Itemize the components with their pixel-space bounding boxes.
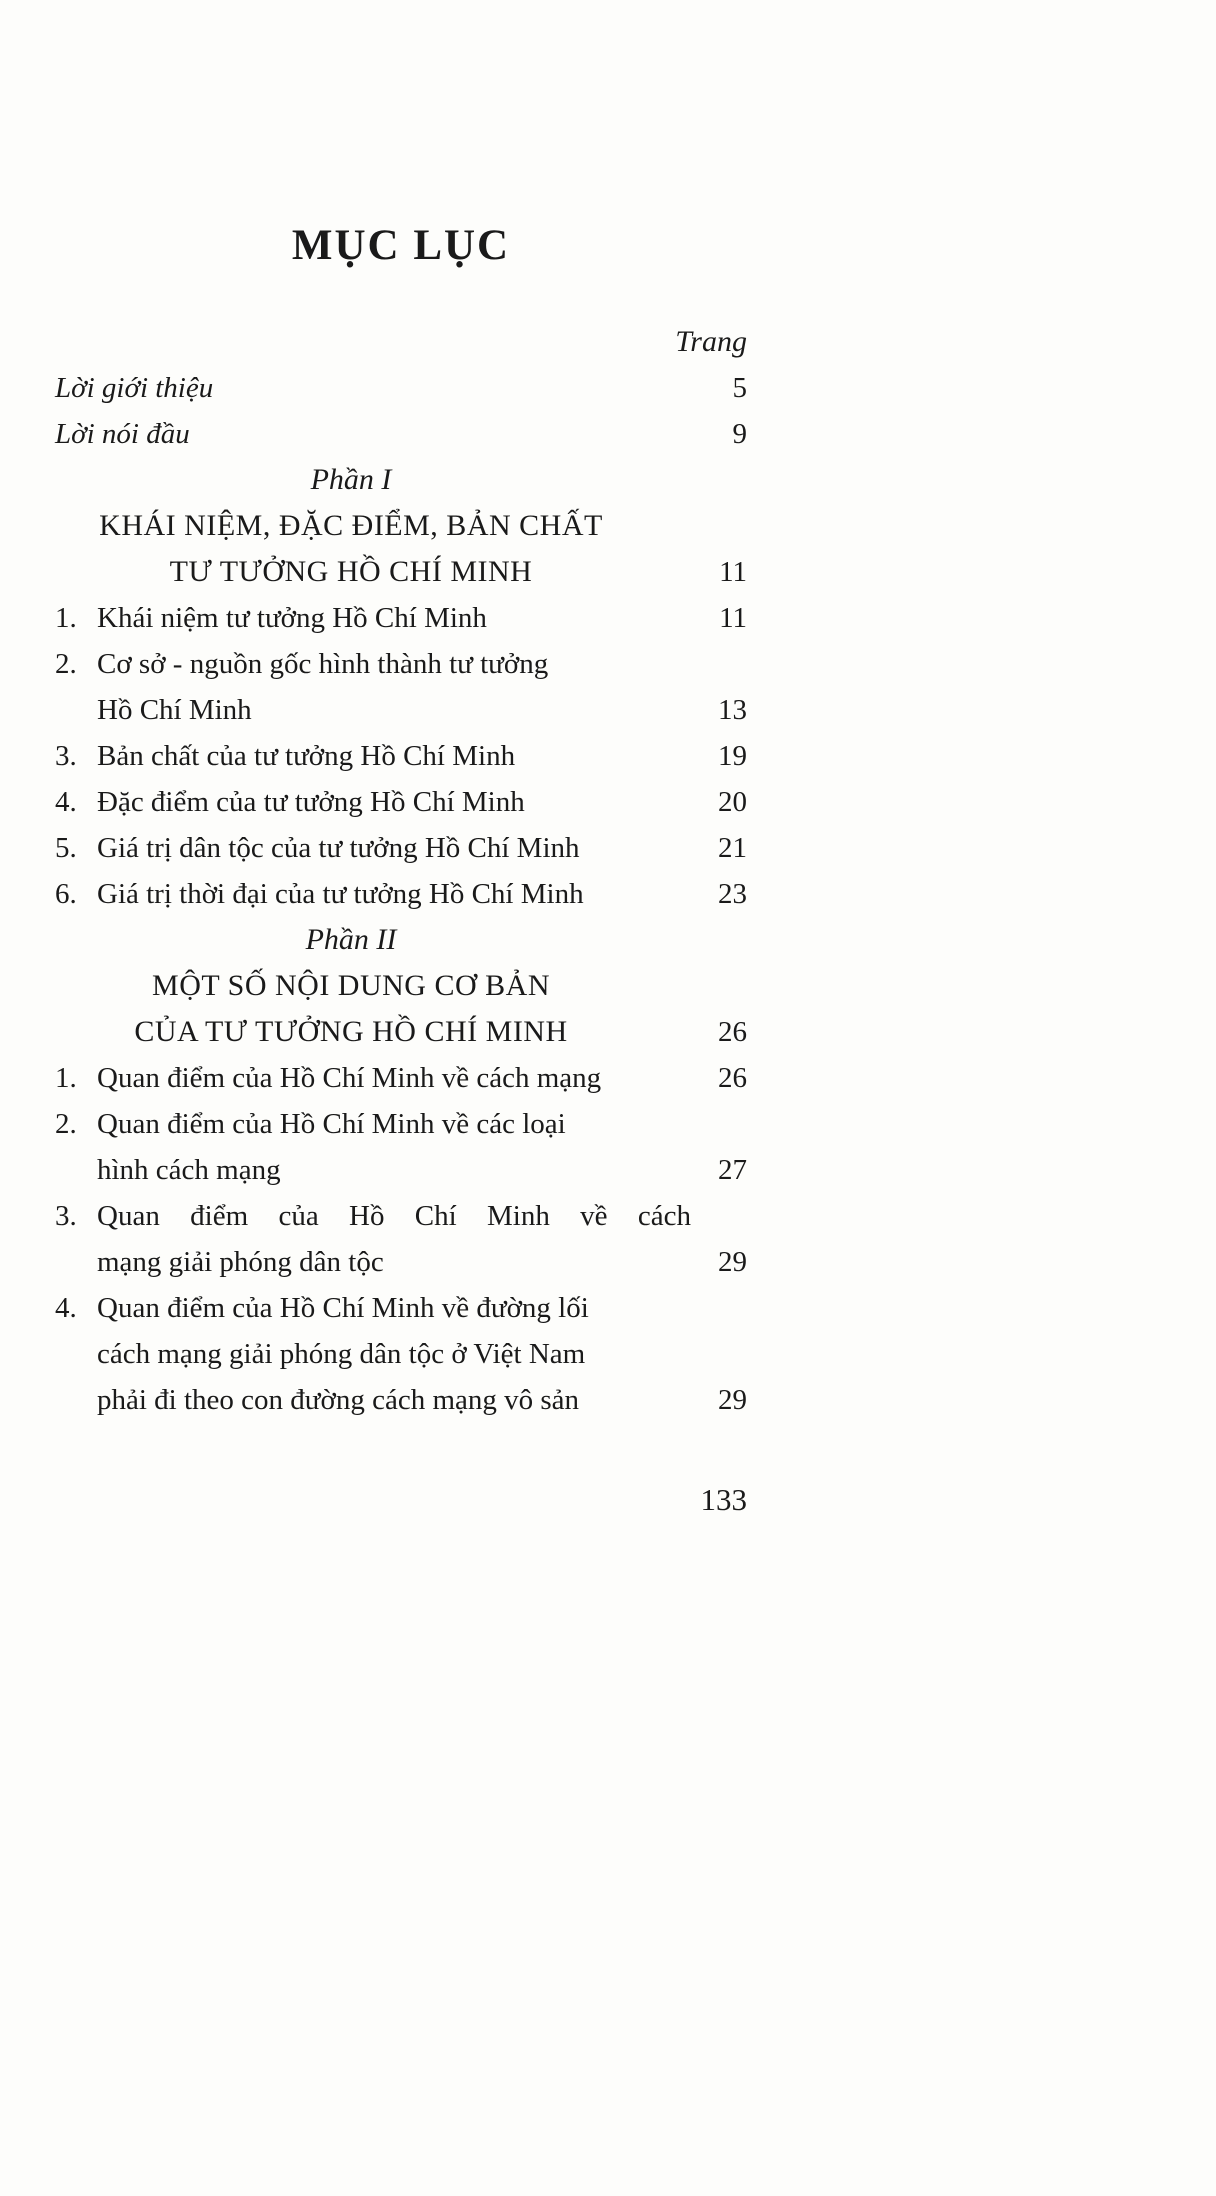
toc-entry-lines (97, 641, 691, 733)
toc-section-heading-line (55, 963, 747, 1009)
toc-entry-line: Hồ Chí Minh (97, 694, 252, 726)
toc-entry-number: 4. (55, 1292, 77, 1324)
toc-entry-lines (97, 1193, 691, 1285)
toc-page-number: 26 (718, 1016, 747, 1048)
toc-entry-number: 2. (55, 648, 77, 680)
toc-page-number: 21 (718, 832, 747, 864)
toc-entry (55, 733, 747, 779)
toc-front-matter-label: Lời giới thiệu (55, 372, 214, 404)
toc-section-heading-text: TƯ TƯỞNG HỒ CHÍ MINH (169, 555, 533, 588)
toc-entry-number: 3. (55, 740, 77, 772)
toc-entry (55, 779, 747, 825)
toc-section-heading-text: MỘT SỐ NỘI DUNG CƠ BẢN (152, 969, 550, 1002)
toc-front-matter-label: Lời nói đầu (55, 418, 190, 450)
toc-page-number: 29 (718, 1384, 747, 1416)
toc-entry-number: 1. (55, 1062, 77, 1094)
toc-part-label: Phần I (310, 463, 392, 496)
page-title: MỤC LỤC (291, 222, 511, 269)
toc-entry-lines (97, 871, 691, 917)
toc-entry-lines (97, 733, 691, 779)
toc-entry-line: Bản chất của tư tưởng Hồ Chí Minh (97, 740, 516, 772)
toc-entry-line: Quan điểm của Hồ Chí Minh về đường lối (97, 1292, 589, 1324)
toc-entry-lines (97, 825, 691, 871)
toc-part-label: Phần II (305, 923, 397, 956)
toc-entry (55, 1285, 747, 1423)
toc-entry-number: 6. (55, 878, 77, 910)
toc-page-number: 19 (718, 740, 747, 772)
toc-entry-number: 1. (55, 602, 77, 634)
toc-entry-line: Giá trị thời đại của tư tưởng Hồ Chí Minh (97, 878, 584, 910)
toc-page-number: 29 (718, 1246, 747, 1278)
toc-front-matter-row (55, 365, 747, 411)
toc-section-heading-text: KHÁI NIỆM, ĐẶC ĐIỂM, BẢN CHẤT (99, 509, 603, 542)
toc-entry-lines (97, 1101, 691, 1193)
page-column-header: Trang (675, 325, 747, 358)
toc-entry-number: 2. (55, 1108, 77, 1140)
toc-entry-line: Giá trị dân tộc của tư tưởng Hồ Chí Minh (97, 832, 580, 864)
toc-page-number: 9 (732, 418, 747, 450)
book-page (55, 0, 747, 1517)
toc-entry-line: Cơ sở - nguồn gốc hình thành tư tưởng (97, 648, 549, 680)
toc-entry-line: mạng giải phóng dân tộc (97, 1246, 384, 1278)
toc-entry (55, 641, 747, 733)
toc-entry-lines (97, 595, 691, 641)
toc-page-number: 11 (719, 602, 747, 634)
toc-front-matter-row (55, 411, 747, 457)
toc-entry-line: Quan điểm của Hồ Chí Minh về cách (97, 1200, 691, 1232)
toc-entry-line: Quan điểm của Hồ Chí Minh về cách mạng (97, 1062, 602, 1094)
toc-page-number: 20 (718, 786, 747, 818)
toc-entry-line: Đặc điểm của tư tưởng Hồ Chí Minh (97, 786, 525, 818)
toc-page-number: 5 (732, 372, 747, 404)
toc-entry-number: 3. (55, 1200, 77, 1232)
toc-page-number: 13 (718, 694, 747, 726)
toc-entry (55, 825, 747, 871)
toc-entry-line: cách mạng giải phóng dân tộc ở Việt Nam (97, 1338, 586, 1370)
toc-entry (55, 595, 747, 641)
folio-page-number: 133 (700, 1482, 747, 1517)
toc-page-number: 27 (718, 1154, 747, 1186)
toc-section-heading-line (55, 503, 747, 549)
toc-entry-number: 5. (55, 832, 77, 864)
toc-entry (55, 871, 747, 917)
toc-entry-lines (97, 779, 691, 825)
toc-section-heading-line (55, 1009, 747, 1055)
toc-entry-line: Khái niệm tư tưởng Hồ Chí Minh (97, 602, 487, 634)
toc-section-heading-text: CỦA TƯ TƯỞNG HỒ CHÍ MINH (134, 1015, 568, 1048)
toc-entry (55, 1101, 747, 1193)
toc-entry (55, 1193, 747, 1285)
toc-entry-line: Quan điểm của Hồ Chí Minh về các loại (97, 1108, 566, 1140)
toc-entry (55, 1055, 747, 1101)
toc-page-number: 26 (718, 1062, 747, 1094)
toc-entry-lines (97, 1285, 691, 1423)
toc-page-number: 23 (718, 878, 747, 910)
toc-entry-line: phải đi theo con đường cách mạng vô sản (97, 1384, 580, 1416)
toc-section-heading-line (55, 549, 747, 595)
toc-entry-number: 4. (55, 786, 77, 818)
toc-entry-lines (97, 1055, 691, 1101)
toc-list (55, 365, 747, 1423)
toc-page-number: 11 (719, 556, 747, 588)
toc-entry-line: hình cách mạng (97, 1154, 281, 1186)
